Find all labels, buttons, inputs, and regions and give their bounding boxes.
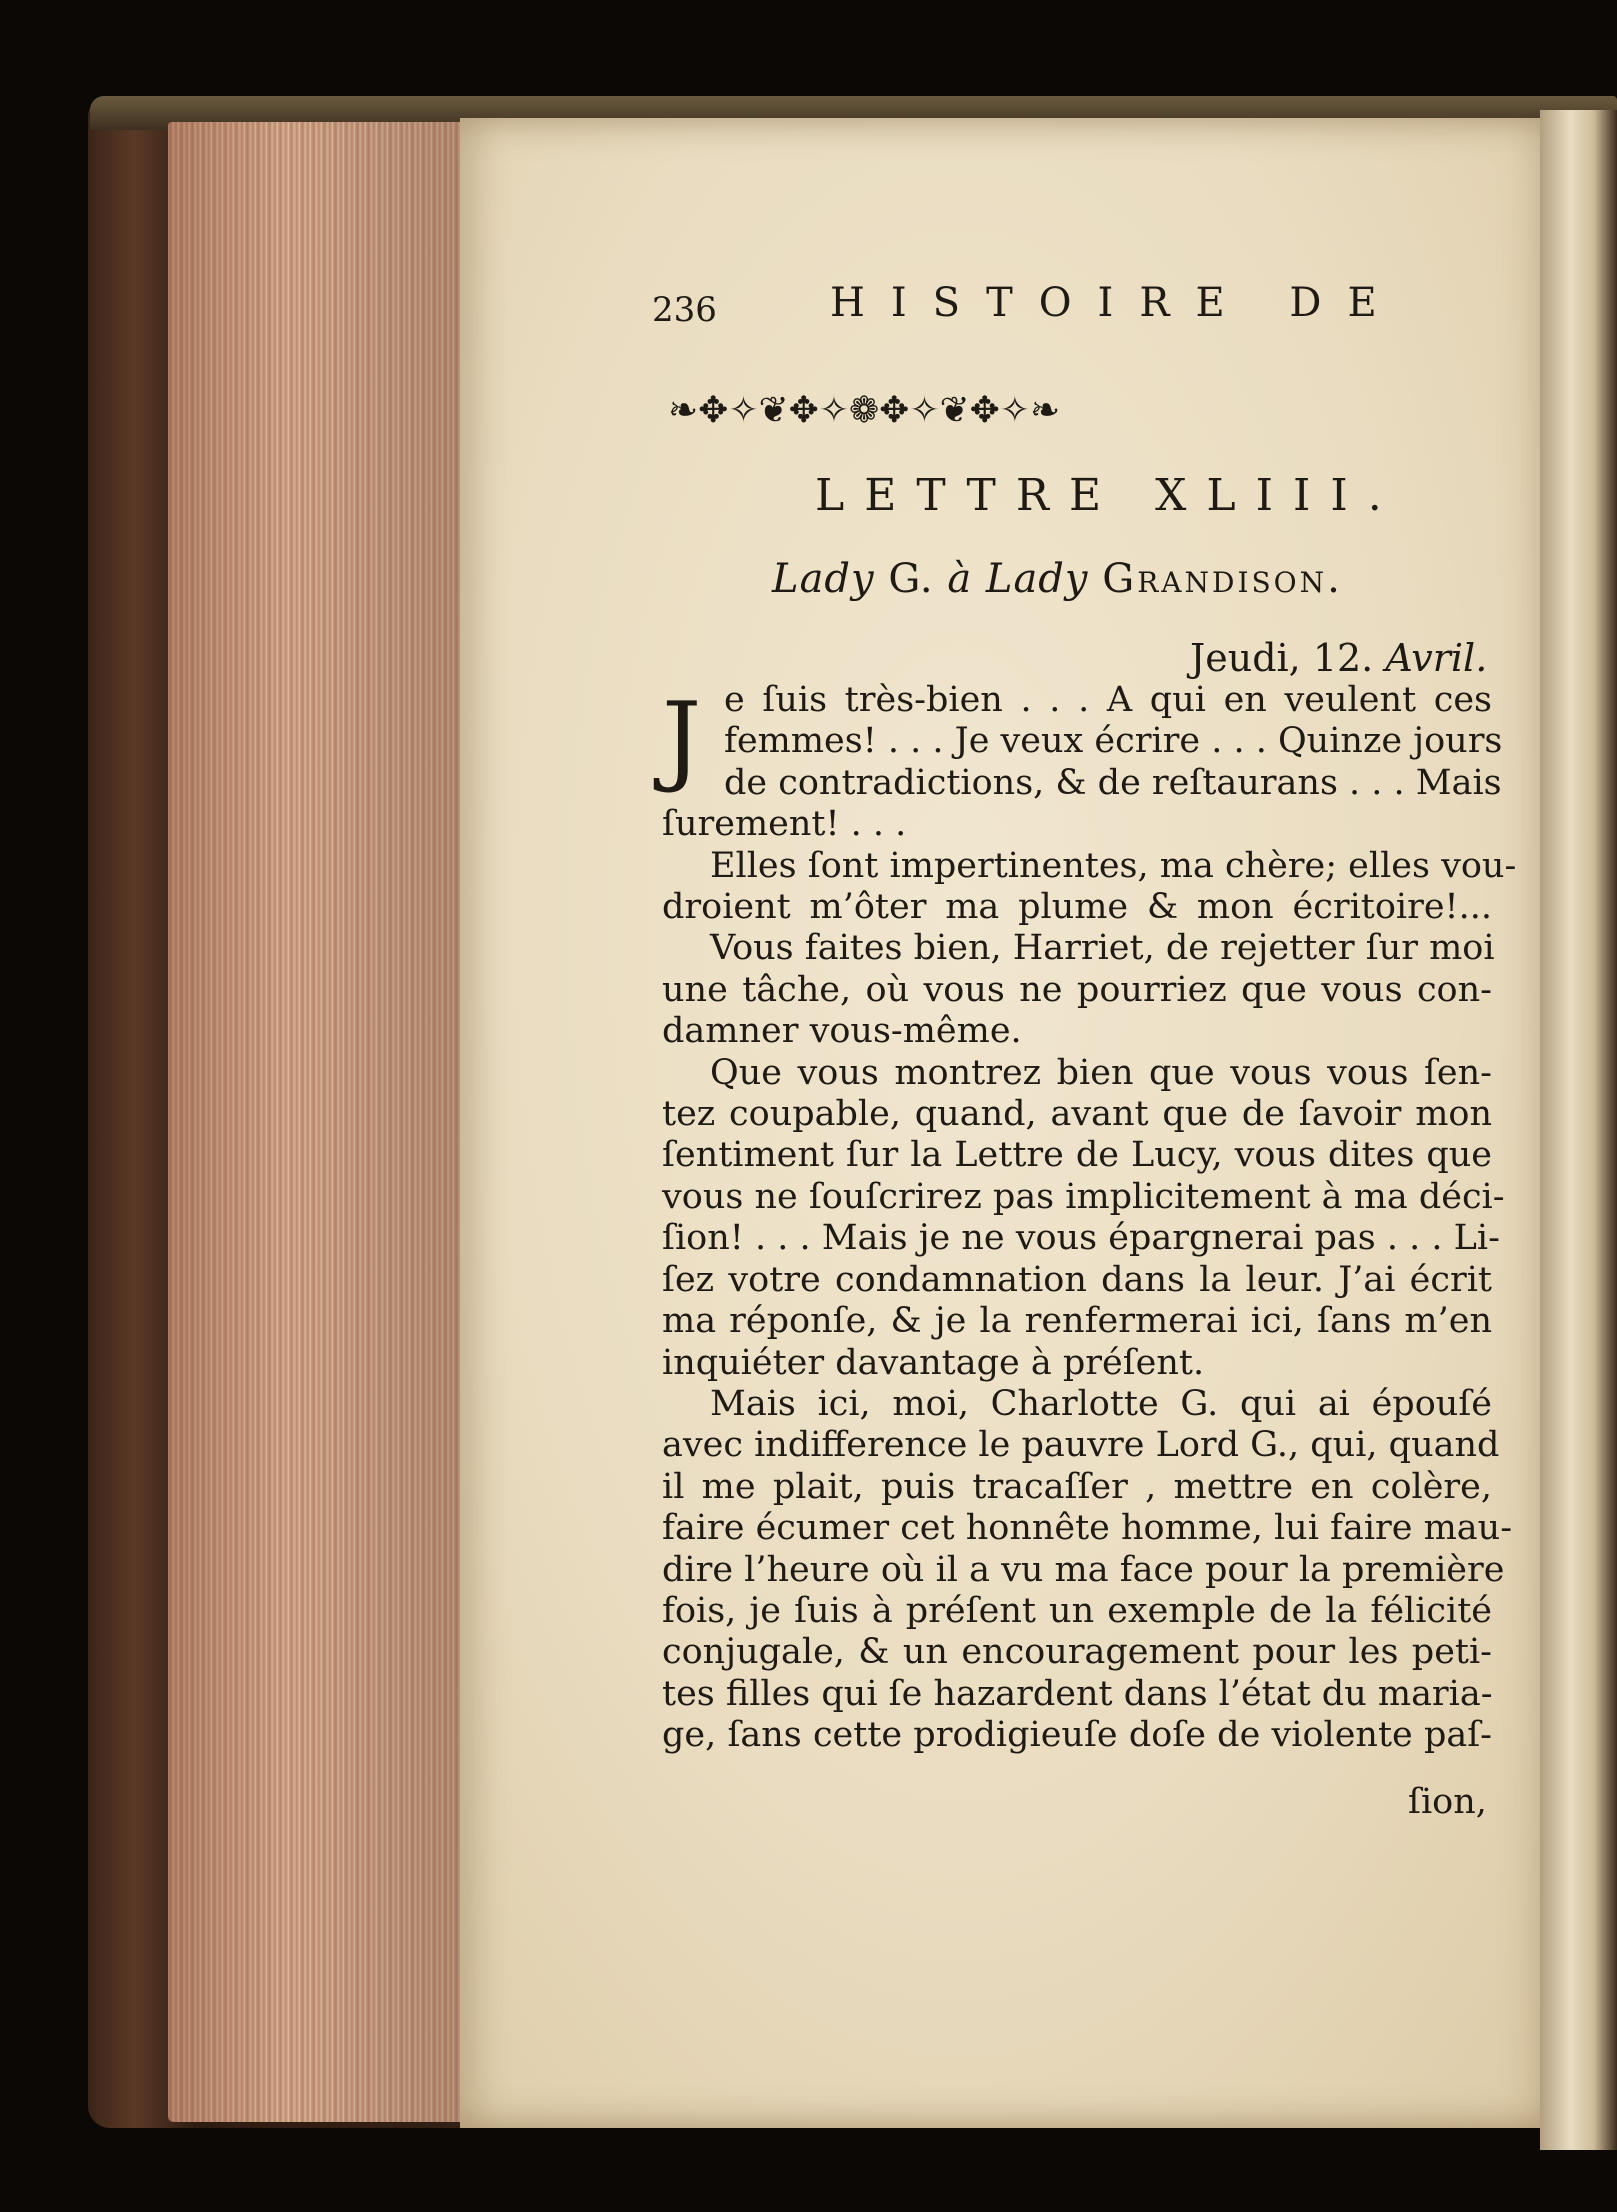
text-line: Vous faites bien, Harriet, de rejetter ſur moi [710,928,1495,969]
text-line: ma réponſe, & je la renfermerai ici, ſans m’en [662,1301,1492,1342]
text-line: fois, je ſuis à préſent un exemple de la félicité [662,1590,1492,1631]
text-line: tes filles qui ſe hazardent dans l’état du maria- [662,1673,1493,1714]
date-day: Jeudi, 12. [1190,636,1374,680]
text-line: une tâche, où vous ne pourriez que vous con- [662,969,1492,1010]
text-line: tez coupable, quand, avant que de ſavoir mon [662,1094,1492,1135]
text-line: vous ne ſouſcrirez pas implicitement à ma déci- [662,1176,1505,1217]
drop-cap: J [662,682,702,796]
letter-address [772,556,1343,602]
text-line: faire écumer cet honnête homme, lui faire mau- [662,1508,1513,1549]
text-line: dire l’heure où il a vu ma face pour la première [662,1549,1505,1590]
letter-title: LETTRE XLIII. [815,470,1402,521]
text-line: damner vous-même. [662,1011,1022,1052]
address-from-initial: G. [888,556,934,602]
text-line: ge, ſans cette prodigieuſe doſe de violente paſ- [662,1715,1492,1756]
address-from-title: Lady [772,556,875,602]
text-line: ſentiment ſur la Lettre de Lucy, vous dites que [662,1135,1492,1176]
page-block-edges [168,122,468,2122]
text-line: Mais ici, moi, Charlotte G. qui ai épouſé [710,1383,1492,1424]
text-line: ſurement! . . . [662,804,907,845]
ornament-band: ❧✥✧❦✥✧❁✥✧❦✥✧❧ [668,390,1061,431]
facing-page-gutter [1540,110,1617,2150]
date-month: Avril. [1385,636,1488,680]
text-line: ſez votre condamnation dans la leur. J’ai écrit [662,1259,1492,1300]
text-line: Que vous montrez bien que vous vous ſen- [710,1052,1492,1093]
address-connector: à [947,556,973,602]
text-line: il me plait, puis tracaſſer , mettre en colère, [662,1466,1492,1507]
text-line: e ſuis très-bien . . . A qui en veulent ces [724,680,1492,720]
address-to-title: Lady [985,556,1089,602]
text-line: femmes! . . . Je veux écrire . . . Quinze jours [724,721,1503,762]
text-line: droient m’ôter ma plume & mon écritoire!... [662,887,1492,928]
text-line: inquiéter davantage à préſent. [662,1342,1205,1383]
page-number: 236 [652,290,717,330]
text-line: conjugale, & un encouragement pour les peti- [662,1632,1492,1673]
text-line: ſion! . . . Mais je ne vous épargnerai pas . . . Li- [662,1218,1500,1259]
letter-date [1190,636,1487,680]
running-head: HISTOIRE DE [830,280,1403,326]
catchword: ſion, [1408,1782,1487,1822]
address-to-name: Grandison. [1102,556,1343,602]
text-line: Elles ſont impertinentes, ma chère; elles vou- [710,845,1517,886]
text-line: de contradictions, & de reſtaurans . . . Mais [724,762,1502,803]
text-line: avec indifference le pauvre Lord G., qui, quand [662,1425,1500,1466]
letter-body [662,680,1517,1757]
